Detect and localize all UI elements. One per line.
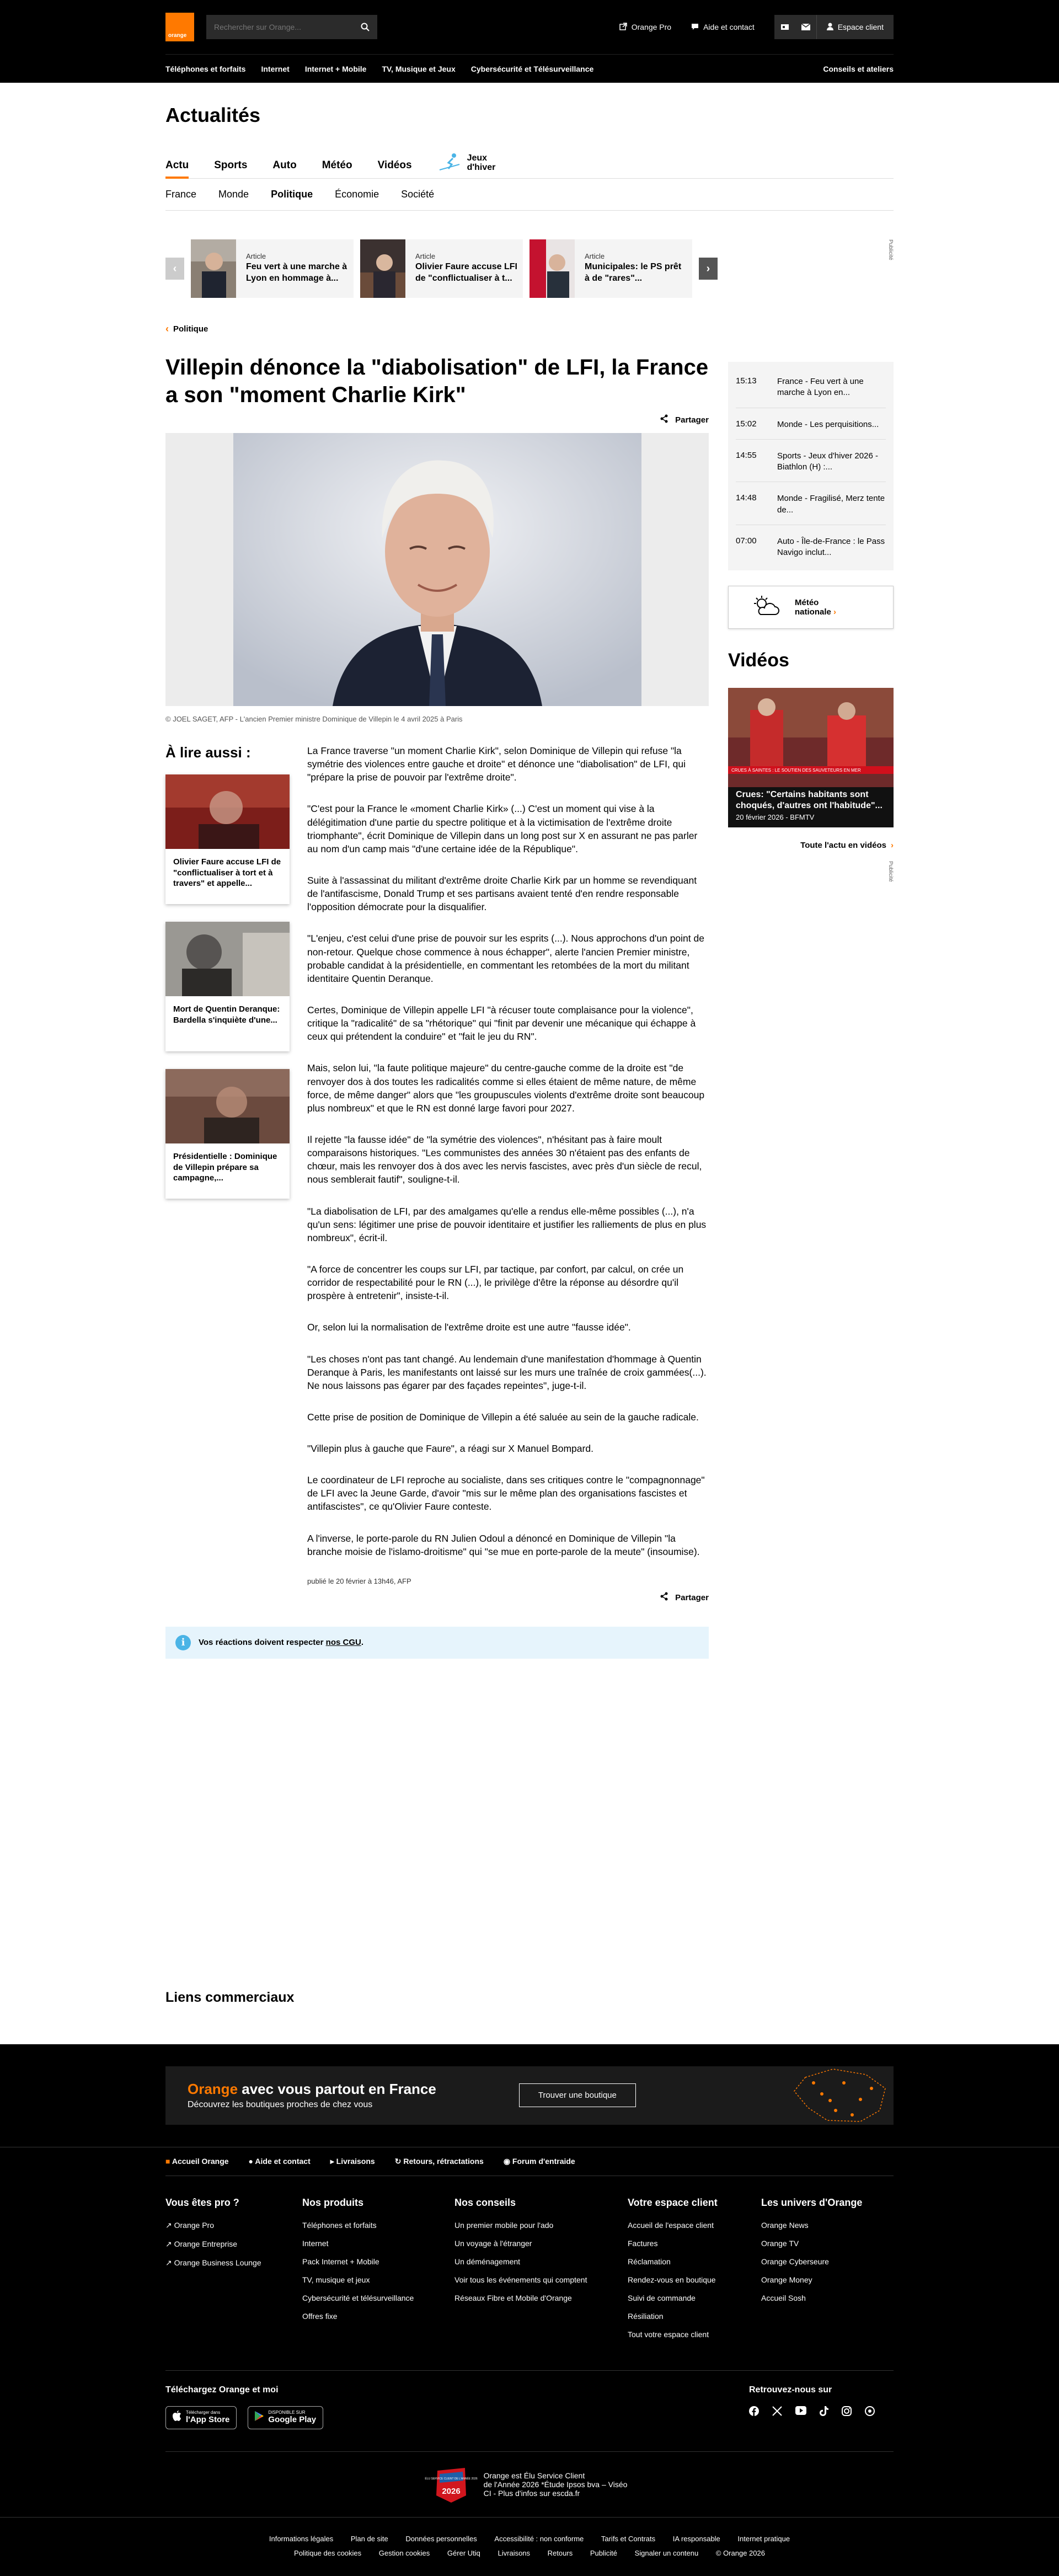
meteo-line2: nationale xyxy=(795,607,831,617)
footer-col-title: Nos conseils xyxy=(454,2196,516,2208)
app-title: Téléchargez Orange et moi xyxy=(165,2385,279,2395)
site-header xyxy=(0,0,1059,83)
tab-sports[interactable]: Sports xyxy=(214,159,248,171)
live-time: 07:00 xyxy=(736,536,757,546)
carousel-title: Olivier Faure accuse LFI de "conflictualiser à t... xyxy=(415,262,517,283)
carousel-item[interactable] xyxy=(360,239,523,298)
espace-client-button[interactable] xyxy=(816,15,894,39)
footer-link[interactable]: Offres fixe xyxy=(302,2311,338,2321)
app-store-small: Télécharger dans xyxy=(186,2410,221,2415)
footer-quick-label: Forum d'entraide xyxy=(512,2156,575,2166)
subtab-monde[interactable]: Monde xyxy=(218,189,249,200)
france-map-icon xyxy=(783,2066,894,2125)
video-banner-text: CRUES À SAINTES : LE SOUTIEN DES SAUVETEURS EN MER xyxy=(731,768,861,773)
legal-links xyxy=(0,2518,1059,2576)
carousel-item[interactable] xyxy=(191,239,354,298)
carousel-thumbnail xyxy=(191,239,236,298)
footer-link[interactable]: Un voyage à l'étranger xyxy=(454,2238,532,2248)
search-icon[interactable] xyxy=(353,15,377,39)
footer-link[interactable]: Réclamation xyxy=(628,2257,671,2266)
award-line: Orange est Élu Service Client xyxy=(483,2471,585,2480)
nav-tv-musique[interactable]: TV, Musique et Jeux xyxy=(382,64,456,73)
all-videos-link[interactable] xyxy=(728,841,894,850)
legal-link[interactable]: Retours xyxy=(547,2548,573,2557)
sub-tabs xyxy=(165,189,894,211)
carousel-thumbnail xyxy=(530,239,575,298)
help-contact-label: Aide et contact xyxy=(703,23,755,31)
footer-link-label: Orange Business Lounge xyxy=(174,2258,261,2267)
share-icon xyxy=(660,414,668,425)
subtab-economie[interactable]: Économie xyxy=(335,189,379,200)
footer-col-title: Nos produits xyxy=(302,2196,363,2208)
apple-icon xyxy=(173,2411,181,2424)
chevron-left-icon: ‹ xyxy=(165,323,169,334)
read-also-title: À lire aussi : xyxy=(165,744,251,761)
read-also-card[interactable] xyxy=(165,1069,290,1199)
site-footer xyxy=(0,2044,1059,2576)
promo-brand: Orange xyxy=(188,2081,238,2098)
article-paragraph: "Les choses n'ont pas tant changé. Au lendemain d'une manifestation d'hommage à Quentin Deranque à Paris, les manifestants ont laissé sur les murs une traînée de croix gammées(...). Ne nous laissons pas égarer par des façades repeintes", juge-t-il. xyxy=(307,1353,707,1391)
live-time: 15:13 xyxy=(736,376,757,386)
footer-link-label: Orange Pro xyxy=(174,2220,214,2230)
forum-icon: ◉ xyxy=(503,2156,511,2166)
tab-jeux-hiver[interactable] xyxy=(437,152,496,178)
footer-quick-link[interactable] xyxy=(249,2157,311,2166)
publicite-label: Publicité xyxy=(887,861,894,883)
footer-col-univers xyxy=(761,2197,894,2348)
section-header xyxy=(165,104,894,211)
live-time: 14:48 xyxy=(736,493,757,503)
live-text: Sports - Jeux d'hiver 2026 - Biathlon (H) :... xyxy=(777,451,878,472)
instagram-icon[interactable] xyxy=(842,2406,852,2419)
user-icon xyxy=(827,23,833,32)
award-line[interactable]: CI - Plus d'infos sur escda.fr xyxy=(483,2488,580,2498)
live-text: Auto - Île-de-France : le Pass Navigo inclut... xyxy=(777,536,885,557)
chevron-right-icon: › xyxy=(831,607,837,617)
social-links xyxy=(749,2385,894,2429)
footer-columns xyxy=(165,2176,894,2371)
chevron-right-icon: › xyxy=(891,841,894,851)
store-promo xyxy=(165,2066,894,2125)
legal-link[interactable]: Accessibilité : non conforme xyxy=(494,2534,584,2543)
footer-quick-link[interactable] xyxy=(165,2157,229,2166)
portrait-photo xyxy=(233,433,641,706)
award-banner xyxy=(0,2452,1059,2518)
nav-telephones[interactable]: Téléphones et forfaits xyxy=(165,64,246,73)
article-paragraph: Or, selon lui la normalisation de l'extrême droite est une autre "fausse idée". xyxy=(307,1322,631,1333)
footer-quick-link[interactable] xyxy=(504,2157,575,2166)
award-line: de l'Année 2026 *Étude Ipsos bva – Viséo xyxy=(483,2479,628,2489)
espace-client-label: Espace client xyxy=(837,23,884,31)
legal-link[interactable]: Données personnelles xyxy=(405,2534,477,2543)
read-also-image xyxy=(165,1069,290,1143)
tiktok-icon[interactable] xyxy=(820,2406,828,2419)
footer-col-title: Votre espace client xyxy=(628,2196,718,2208)
jeux-line1: Jeux xyxy=(467,153,488,163)
video-card[interactable] xyxy=(728,688,894,827)
legal-link[interactable]: Plan de site xyxy=(350,2534,388,2543)
article-paragraph: A l'inverse, le porte-parole du RN Julien Odoul a dénoncé en Dominique de Villepin "la branche moisie de l'islamo-droitisme" qui "se mue en porte-parole de la meute" (insoumise). xyxy=(307,1532,700,1557)
svg-text:2026: 2026 xyxy=(441,2486,461,2496)
footer-link[interactable]: Suivi de commande xyxy=(628,2293,696,2302)
footer-quick-label: Accueil Orange xyxy=(172,2157,229,2166)
article-paragraph: La France traverse "un moment Charlie Kirk", selon Dominique de Villepin qui refuse "la symétrie des violences entre gauche et droite" et dénonce une "diabolisation" de LFI, qui "prépare la prise de pouvoir par l'extrême droite". xyxy=(307,745,686,783)
footer-col-conseils xyxy=(454,2197,628,2348)
live-feed xyxy=(728,362,894,570)
live-item[interactable] xyxy=(736,482,886,525)
publicite-label: Publicité xyxy=(887,239,894,260)
breadcrumb[interactable] xyxy=(165,323,709,335)
live-item[interactable] xyxy=(736,440,886,483)
help-contact-link[interactable] xyxy=(691,23,755,32)
live-text: France - Feu vert à une marche à Lyon en... xyxy=(777,377,864,398)
article-title: Villepin dénonce la "diabolisation" de LFI, la France a son "moment Charlie Kirk" xyxy=(165,355,709,407)
app-store-button[interactable] xyxy=(165,2406,237,2429)
subtab-france[interactable]: France xyxy=(165,189,197,200)
live-time: 14:55 xyxy=(736,450,757,460)
footer-quick-label: Livraisons xyxy=(336,2156,375,2166)
meteo-button[interactable] xyxy=(728,586,894,629)
orange-pro-link[interactable] xyxy=(619,23,671,32)
videos-title: Vidéos xyxy=(728,650,789,671)
legal-link[interactable]: Tarifs et Contrats xyxy=(601,2534,656,2543)
elu-service-client-badge xyxy=(424,2465,478,2504)
search-input[interactable] xyxy=(206,23,353,31)
article-paragraph: Mais, selon lui, "la faute politique majeure" du centre-gauche comme de la droite est "de renvoyer dos à dos toutes les radicalités comme si elles étaient de même nature, de même force, de même danger" alors que "les groupuscules violents d'extrême droite sont beaucoup plus nombreux" et que le RN est donné large favori pour 2027. xyxy=(307,1062,705,1114)
legal-link[interactable]: Publicité xyxy=(590,2548,617,2557)
orange-pro-label: Orange Pro xyxy=(631,23,672,31)
article-paragraph: Cette prise de position de Dominique de Villepin a été saluée au sein de la gauche radicale. xyxy=(307,1411,699,1423)
google-play-small: DISPONIBLE SUR xyxy=(268,2410,306,2415)
share-button-bottom[interactable] xyxy=(307,1592,709,1605)
commercial-links-title: Liens commerciaux xyxy=(165,1989,295,2005)
article-paragraph: Certes, Dominique de Villepin appelle LFI "à récuser toute complaisance pour la violence", critique la "radicalité" de sa "rhétorique" qui "finit par devenir une mécanique qui échappe à ceux qui prétendent la conduire" et "fait le jeu du RN". xyxy=(307,1004,696,1043)
legal-link[interactable]: Gérer Utiq xyxy=(447,2548,480,2557)
share-label: Partager xyxy=(675,415,709,425)
legal-link[interactable]: Informations légales xyxy=(269,2534,334,2543)
live-time: 15:02 xyxy=(736,419,757,429)
article-paragraph: "Villepin plus à gauche que Faure", a réagi sur X Manuel Bompard. xyxy=(307,1443,593,1455)
footer-link[interactable]: Accueil de l'espace client xyxy=(628,2220,714,2230)
footer-link[interactable]: ↗ Orange Pro xyxy=(165,2220,214,2230)
footer-link[interactable]: ↗ Orange Business Lounge xyxy=(165,2258,261,2267)
carousel-kind: Article xyxy=(246,252,266,260)
footer-link[interactable]: Orange Money xyxy=(761,2275,812,2284)
tab-videos[interactable]: Vidéos xyxy=(377,159,412,171)
carousel-kind: Article xyxy=(585,252,605,260)
jeux-line2: d'hiver xyxy=(467,162,496,172)
tab-actu[interactable]: Actu xyxy=(165,159,189,178)
cgu-text: Vos réactions doivent respecter xyxy=(199,1638,324,1648)
live-item[interactable] xyxy=(736,408,886,440)
related-carousel xyxy=(165,239,894,298)
read-also-card[interactable] xyxy=(165,774,290,904)
breadcrumb-label: Politique xyxy=(173,324,208,334)
main-nav xyxy=(165,54,894,83)
cart-icon[interactable] xyxy=(774,15,795,39)
chat-bubble-icon: ● xyxy=(248,2157,254,2166)
carousel-title: Municipales: le PS prêt à de "rares"... xyxy=(585,262,682,283)
footer-link[interactable]: Accueil Sosh xyxy=(761,2293,806,2302)
footer-quick-links xyxy=(165,2147,894,2176)
footer-link[interactable]: Réseaux Fibre et Mobile d'Orange xyxy=(454,2293,572,2302)
nav-cybersecurite[interactable]: Cybersécurité et Télésurveillance xyxy=(470,64,594,73)
footer-quick-link[interactable] xyxy=(330,2157,375,2166)
article-body xyxy=(307,744,709,1605)
footer-col-title: Vous êtes pro ? xyxy=(165,2196,239,2208)
nav-internet[interactable]: Internet xyxy=(261,64,290,73)
footer-link[interactable]: Cybersécurité et télésurveillance xyxy=(302,2293,414,2302)
footer-col-espace xyxy=(628,2197,761,2348)
google-play-big: Google Play xyxy=(268,2415,317,2425)
google-play-button[interactable] xyxy=(248,2406,323,2429)
carousel-kind: Article xyxy=(415,252,436,260)
search-bar xyxy=(206,15,377,39)
video-thumbnail xyxy=(728,688,894,787)
live-item[interactable] xyxy=(736,365,886,408)
footer-link[interactable]: Un déménagement xyxy=(454,2257,521,2266)
nav-internet-mobile[interactable]: Internet + Mobile xyxy=(304,64,367,73)
x-icon[interactable] xyxy=(772,2406,782,2419)
article-paragraph: Le coordinateur de LFI reproche au socialiste, dans ses critiques contre le "compagnonnage" de LFI avec la Jeune Garde, d'avoir "mis sur le même plan des organisations fascistes et antifascistes", ce qu'Olivier Faure conteste. xyxy=(307,1474,705,1513)
orange-square-icon: ■ xyxy=(165,2157,170,2166)
footer-link[interactable]: TV, musique et jeux xyxy=(302,2275,370,2284)
info-icon: i xyxy=(175,1635,191,1650)
carousel-prev-button[interactable]: ‹ xyxy=(165,258,184,280)
social-title: Retrouvez-nous sur xyxy=(749,2385,832,2395)
all-videos-label: Toute l'actu en vidéos xyxy=(800,841,886,851)
section-tabs xyxy=(165,150,894,179)
app-store-big: l'App Store xyxy=(186,2415,230,2425)
article-paragraph: "C'est pour la France le «moment Charlie Kirk» (...) C'est un moment qui vise à la délégitimation d'une partie du spectre politique et à la victimisation de l'extrême droite triomphante", écrit Dominique de Villepin dans un long post sur X en assurant ne pas parler au nom d'un camp mais "d'une certaine idée de la République". xyxy=(307,803,698,854)
carousel-thumbnail xyxy=(360,239,405,298)
footer-col-produits xyxy=(302,2197,454,2348)
footer-quick-label: Aide et contact xyxy=(255,2157,311,2166)
article xyxy=(165,323,709,1659)
footer-link[interactable]: Un premier mobile pour l'ado xyxy=(454,2220,554,2230)
article-paragraph: Suite à l'assassinat du militant d'extrême droite Charlie Kirk par un homme se revendiquant de l'antifascisme, Donald Trump et ses partisans avaient tenté d'en rendre responsable l'opposition démocrate pour la disqualifier. xyxy=(307,874,697,913)
article-paragraph: "A force de concentrer les coups sur LFI, par tactique, par confort, par calcul, on crée un corridor de respectabilité pour le RN (...), le privilège d'être la réponse au désordre qu'il prospère à entretenir", insiste-t-il. xyxy=(307,1263,684,1302)
nav-conseils[interactable]: Conseils et ateliers xyxy=(823,64,894,73)
footer-link[interactable]: Internet xyxy=(302,2238,329,2248)
tab-auto[interactable]: Auto xyxy=(272,159,297,171)
footer-link[interactable]: Orange Cyberseure xyxy=(761,2257,829,2266)
share-icon xyxy=(660,1592,668,1605)
legal-link[interactable]: Internet pratique xyxy=(737,2534,790,2543)
read-also-image xyxy=(165,774,290,849)
mail-icon[interactable] xyxy=(795,15,816,39)
return-icon: ↻ xyxy=(394,2156,402,2166)
footer-link-label: Orange Entreprise xyxy=(174,2239,238,2248)
footer-quick-label: Retours, rétractations xyxy=(403,2156,484,2166)
footer-link[interactable]: Tout votre espace client xyxy=(628,2329,709,2339)
footer-link[interactable]: Résiliation xyxy=(628,2311,664,2321)
article-paragraph: "L'enjeu, c'est celui d'une prise de pouvoir sur les esprits (...). Nous approchons d'un point de non-retour. Quelque chose commence à nous échapper", alerte l'ancien Premier ministre, probable candidat à la présidentielle, en commentant les retombées de la mort du militant identitaire Quentin Deranque. xyxy=(307,933,704,984)
award-badge-text: ÉLU SERVICE CLIENT DE L'ANNÉE 2026 xyxy=(424,2477,478,2481)
footer-col-title: Les univers d'Orange xyxy=(761,2196,863,2208)
sidebar xyxy=(728,323,894,1659)
footer-link[interactable]: Orange TV xyxy=(761,2238,799,2248)
cgu-notice xyxy=(165,1627,709,1659)
article-paragraph: "La diabolisation de LFI, par des amalgames qu'elle a rendus elle-même possibles (...), n'a qu'un sens: légitimer une prise de pouvoir identitaire et justifier les ralliements de plus en plus nombreux", écrit-il. xyxy=(307,1205,707,1243)
footer-link[interactable]: ↗ Orange Entreprise xyxy=(165,2239,238,2248)
footer-col-pro xyxy=(165,2197,302,2348)
subtab-societe[interactable]: Société xyxy=(401,189,435,200)
tab-meteo[interactable]: Météo xyxy=(322,159,352,171)
share-label: Partager xyxy=(675,1592,709,1602)
account-group xyxy=(774,15,894,39)
video-title: Crues: "Certains habitants sont choqués, d'autres ont l'habitude"... xyxy=(736,790,882,811)
facebook-icon[interactable] xyxy=(749,2406,759,2419)
subtab-politique[interactable]: Politique xyxy=(271,189,313,200)
external-link-icon xyxy=(619,23,627,32)
live-text: Monde - Les perquisitions... xyxy=(777,419,879,429)
linkedin-icon[interactable] xyxy=(865,2406,875,2419)
carousel-item[interactable] xyxy=(530,239,692,298)
meteo-line1: Météo xyxy=(795,598,819,608)
read-also-title-text: Olivier Faure accuse LFI de "conflictualiser à tort et à travers" et appelle... xyxy=(173,857,281,888)
read-also-title-text: Mort de Quentin Deranque: Bardella s'inquiète d'une... xyxy=(173,1004,280,1025)
find-store-button[interactable]: Trouver une boutique xyxy=(519,2083,636,2107)
legal-link[interactable]: Politique des cookies xyxy=(294,2548,362,2557)
image-caption: © JOEL SAGET, AFP - L'ancien Premier ministre Dominique de Villepin le 4 avril 2025 à Paris xyxy=(165,715,463,723)
share-button[interactable] xyxy=(165,414,709,425)
video-date: 20 février 2026 - BFMTV xyxy=(736,813,815,822)
logo-text: orange xyxy=(168,33,187,39)
hero-image xyxy=(165,433,709,706)
article-paragraph: Il rejette "la fausse idée" de "la symétrie des violences", n'hésitant pas à faire moult comparaisons historiques. "Les communistes des années 30 n'étaient pas des enfants de chœur, mais les renvoyer dos à dos avec les nervis fascistes, avec près d'un siècle de recul, nous semblerait fautif", souligne-t-il. xyxy=(307,1134,702,1185)
carousel-title: Feu vert à une marche à Lyon en hommage à... xyxy=(246,262,347,283)
footer-quick-link[interactable] xyxy=(395,2157,484,2166)
orange-logo[interactable] xyxy=(165,13,194,41)
footer-link[interactable]: Rendez-vous en boutique xyxy=(628,2275,716,2284)
legal-link[interactable]: Signaler un contenu xyxy=(634,2548,699,2557)
promo-subtitle: Découvrez les boutiques proches de chez vous xyxy=(188,2100,373,2110)
legal-link[interactable]: Gestion cookies xyxy=(378,2548,430,2557)
promo-title: avec vous partout en France xyxy=(242,2081,436,2098)
copyright: © Orange 2026 xyxy=(715,2548,765,2557)
footer-link[interactable]: Orange News xyxy=(761,2220,809,2230)
footer-link[interactable]: Pack Internet + Mobile xyxy=(302,2257,379,2266)
footer-link[interactable]: Voir tous les événements qui comptent xyxy=(454,2275,587,2284)
carousel-next-button[interactable]: › xyxy=(699,258,718,280)
section-title: Actualités xyxy=(165,104,261,126)
read-also-card[interactable] xyxy=(165,922,290,1051)
chat-bubble-icon xyxy=(691,23,699,32)
cgu-link[interactable]: nos CGU xyxy=(325,1638,361,1648)
legal-link[interactable]: IA responsable xyxy=(672,2534,720,2543)
live-text: Monde - Fragilisé, Merz tente de... xyxy=(777,494,885,515)
legal-link[interactable]: Livraisons xyxy=(498,2548,531,2557)
youtube-icon[interactable] xyxy=(795,2406,806,2419)
live-item[interactable] xyxy=(736,525,886,568)
footer-link[interactable]: Factures xyxy=(628,2238,658,2248)
published-date: publié le 20 février à 13h46, AFP xyxy=(307,1576,411,1585)
skier-icon xyxy=(437,152,462,174)
google-play-icon xyxy=(255,2411,264,2424)
read-also-image xyxy=(165,922,290,996)
read-also xyxy=(165,744,290,1605)
sun-cloud-icon xyxy=(751,596,779,619)
read-also-title-text: Présidentielle : Dominique de Villepin prépare sa campagne,... xyxy=(173,1152,277,1183)
cgu-end: . xyxy=(361,1638,363,1648)
truck-icon: ▸ xyxy=(330,2156,334,2166)
footer-link[interactable]: Téléphones et forfaits xyxy=(302,2220,377,2230)
app-download xyxy=(165,2371,894,2452)
